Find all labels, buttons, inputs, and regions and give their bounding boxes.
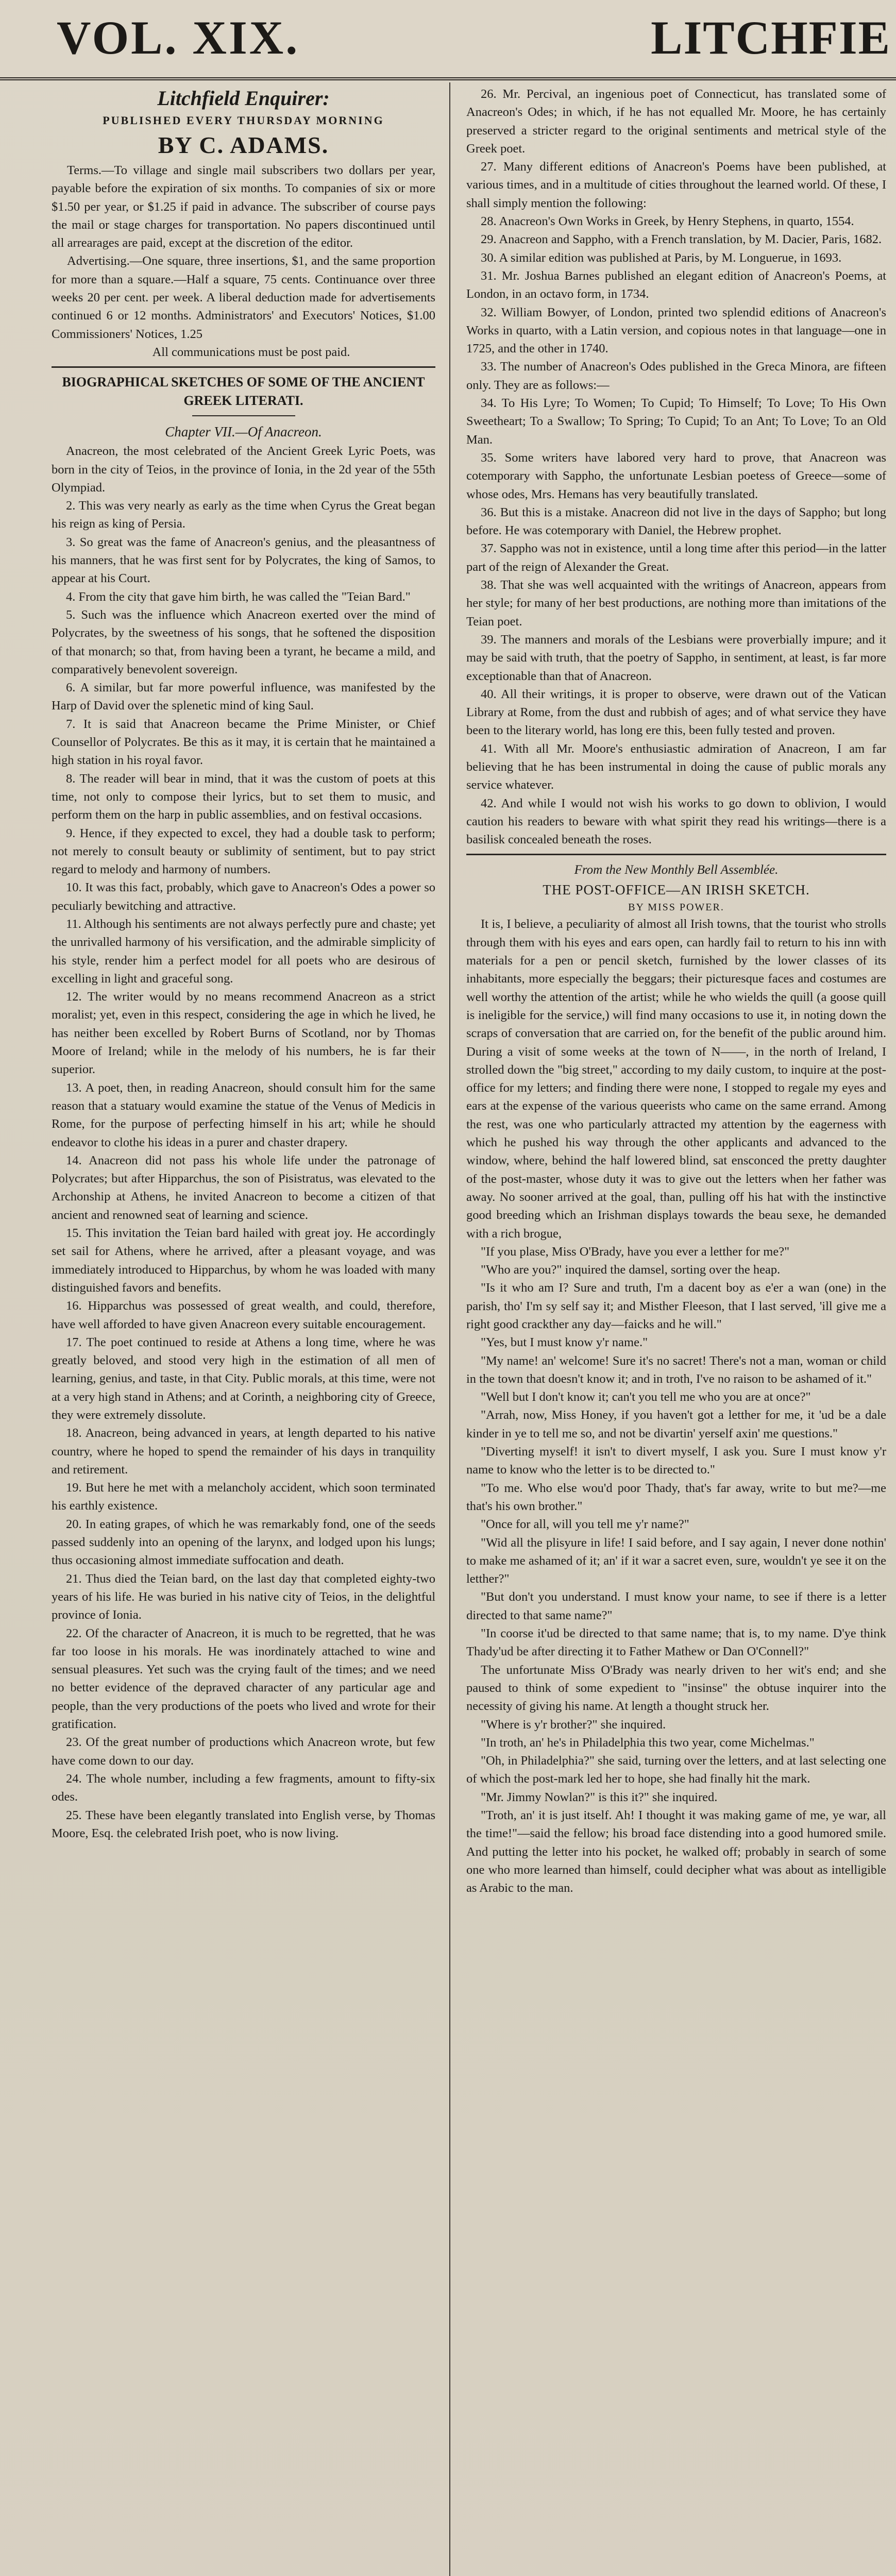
story-paragraph: "Once for all, will you tell me y'r name?" — [481, 1517, 689, 1532]
communications-note: All communications must be post paid. — [152, 345, 350, 359]
volume-number: VOL. XIX. — [57, 11, 300, 64]
section-rule — [52, 366, 435, 368]
article-paragraph: 42. And while I would not wish his works to go down to oblivion, I would caution his readers to beware with what spirit they read his writings—there is a basilisk concealed beneath the roses. — [466, 796, 886, 847]
article-paragraph: 41. With all Mr. Moore's enthusiastic admiration of Anacreon, I am far believing that he has been instrumental in doing the cause of public morals any service whatever. — [466, 741, 886, 792]
article-paragraph: 34. To His Lyre; To Women; To Cupid; To Himself; To Love; To His Own Sweetheart; To a Swallow; To Spring; To Cupid; To an Ant; To Love; To an Old Man. — [466, 396, 886, 447]
story-paragraph: "Wid all the plisyure in life! I said before, and I say again, I never done nothin' to make me ashamed of it; an' if it war a sacret even, sure, wouldn't ye see it on the letther?" — [466, 1535, 886, 1586]
right-column — [466, 85, 886, 2576]
article-paragraph: 37. Sappho was not in existence, until a long time after this period—in the latter part of the reign of Alexander the Great. — [466, 541, 886, 574]
story-paragraph: "Well but I don't know it; can't you tell me who you are at once?" — [481, 1390, 811, 1404]
story-paragraph: The unfortunate Miss O'Brady was nearly driven to her wit's end; and she paused to think of some expedient to "insinse" the obtuse inquirer into the necessity of giving his name. At length a thought struck her. — [466, 1663, 886, 1714]
article-paragraph: 36. But this is a mistake. Anacreon did not live in the days of Sappho; but long before. He was cotemporary with Daniel, the Hebrew prophet. — [466, 505, 886, 538]
article-paragraph: 40. All their writings, it is proper to observe, were drawn out of the Vatican Library at Rome, from the dust and rubbish of ages; and of what service they have been to the literary world, has long ere this, been fully tested and proven. — [466, 687, 886, 738]
chapter-heading: Chapter VII.—Of Anacreon. — [165, 424, 322, 440]
story-byline: BY MISS POWER. — [628, 902, 724, 913]
article-paragraph: 16. Hipparchus was possessed of great wealth, and could, therefore, have well afforded to have given Anacreon every suitable encouragement. — [52, 1299, 435, 1331]
article-paragraph: 3. So great was the fame of Anacreon's genius, and the pleasantness of his manners, that he was first sent for by Polycrates, the king of Samos, to appear at his Court. — [52, 535, 435, 586]
article-paragraph: 23. Of the great number of productions which Anacreon wrote, but few have come down to our day. — [52, 1735, 435, 1768]
story-title: THE POST-OFFICE—AN IRISH SKETCH. — [543, 882, 810, 898]
article-paragraph: 22. Of the character of Anacreon, it is much to be regretted, that he was far too loose in his morals. He was inordinately attached to wine and sensual pleasures. Yet such was the crying fault of the times; and we need no better evidence of the depraved character of any particular age and people, than the very productions of the poets who lived and wrote for their gratification. — [52, 1626, 435, 1732]
article-paragraph: 7. It is said that Anacreon became the Prime Minister, or Chief Counsellor of Polycrates. Be this as it may, it is certain that he maintained a high station in his royal favor. — [52, 717, 435, 768]
terms-section — [52, 161, 435, 361]
title-rule — [192, 415, 295, 416]
left-column — [52, 85, 435, 2576]
story-paragraph: "Who are you?" inquired the damsel, sorting over the heap. — [481, 1263, 781, 1277]
story-paragraph: "Oh, in Philadelphia?" she said, turning over the letters, and at last selecting one of which the post-mark led her to hope, she had finally hit the mark. — [466, 1754, 886, 1786]
article-title: BIOGRAPHICAL SKETCHES OF SOME OF THE ANCIENT GREEK LITERATI. — [62, 375, 425, 409]
story-paragraph: "In troth, an' he's in Philadelphia this two year, come Michelmas." — [481, 1735, 815, 1750]
story-paragraph: "My name! an' welcome! Sure it's no sacret! There's not a man, woman or child in the town that doesn't know it; and in troth, I've no raison to be ashamed of it." — [466, 1353, 886, 1386]
article-paragraph: Anacreon, the most celebrated of the Ancient Greek Lyric Poets, was born in the city of Teios, in the province of Ionia, in the 2d year of the 55th Olympiad. — [52, 444, 435, 495]
column-divider — [449, 82, 450, 2576]
article-paragraph: 8. The reader will bear in mind, that it was the custom of poets at this time, not only to compose their lyrics, but to set them to music, and perform them on the harp in public assemblies, and on festival occasions. — [52, 771, 435, 822]
story-paragraph: "Troth, an' it is just itself. Ah! I thought it was making game of me, ye war, all the time!"—said the fellow; his broad face distending into a good humored smile. And putting the letter into his pocket, he walked off; probably in search of some one who more learned than himself, could decipher what was about as intelligible as Arabic to the man. — [466, 1808, 886, 1895]
story-paragraph: "But don't you understand. I must know your name, to see if there is a letter directed to that same name?" — [466, 1590, 886, 1622]
story-paragraph: "Yes, but I must know y'r name." — [481, 1335, 648, 1350]
article-paragraph: 6. A similar, but far more powerful influence, was manifested by the Harp of David over the splenetic mind of king Saul. — [52, 681, 435, 713]
article-paragraph: 24. The whole number, including a few fragments, amount to fifty-six odes. — [52, 1771, 435, 1804]
masthead — [0, 0, 896, 80]
article-paragraph: 25. These have been elegantly translated into English verse, by Thomas Moore, Esq. the celebrated Irish poet, who is now living. — [52, 1808, 435, 1840]
article-paragraph: 13. A poet, then, in reading Anacreon, should consult him for the same reason that a statuary would examine the statue of the Venus of Medicis in Rome, for the purpose of perfecting himself in his art; while he should endeavor to clothe his ideas in a purer and chaster drapery. — [52, 1080, 435, 1149]
story-body — [466, 915, 886, 1897]
terms-paragraph: Terms.—To village and single mail subscribers two dollars per year, payable before the expiration of six months. To companies of six or more $1.50 per year, or $1.25 if paid in advance. The subscriber of course pays the mail or stage charges for transportation. No papers discontinued until all arrearages are paid, except at the discretion of the editor. — [52, 163, 435, 250]
article-paragraph: 14. Anacreon did not pass his whole life under the patronage of Polycrates; but after Hipparchus, the son of Pisistratus, was elevated to the Archonship at Athens, he invited Anacreon to become a citizen of that ancient and renowned seat of learning and science. — [52, 1153, 435, 1222]
article-paragraph: 39. The manners and morals of the Lesbians were proverbially impure; and it may be said with truth, that the poetry of Sappho, in sentiment, at least, is far more exceptionable than that of Anacreon. — [466, 632, 886, 683]
article-paragraph: 17. The poet continued to reside at Athens a long time, where he was greatly beloved, and stood very high in the estimation of all men of learning, genius, and taste, in that City. Public morals, at this time, were not at a very high stand in Athens; and at Corinth, a neighboring city of Greece, they were extremely dissolute. — [52, 1335, 435, 1422]
story-paragraph: "Mr. Jimmy Nowlan?" is this it?" she inquired. — [481, 1790, 718, 1804]
story-paragraph: "Arrah, now, Miss Honey, if you haven't got a letther for me, it 'ud be a dale kinder in ye to tell me so, and not be divartin' yerself axin' me questions." — [466, 1408, 886, 1440]
story-source: From the New Monthly Bell Assemblée. — [574, 863, 779, 877]
story-paragraph: "If you plase, Miss O'Brady, have you ever a letther for me?" — [481, 1244, 790, 1259]
article-paragraph: 11. Although his sentiments are not always perfectly pure and chaste; yet the unrivalled harmony of his versification, and the admirable simplicity of his style, render him a perfect model for all poets who are desirous of excelling in light and graceful song. — [52, 917, 435, 986]
article-paragraph: 2. This was very nearly as early as the time when Cyrus the Great began his reign as king of Persia. — [52, 499, 435, 531]
newspaper-name: LITCHFIE — [651, 11, 891, 64]
story-rule — [466, 854, 886, 855]
paper-title: Litchfield Enquirer: — [157, 87, 330, 110]
article-paragraph: 31. Mr. Joshua Barnes published an elegant edition of Anacreon's Poems, at London, in an octavo form, in 1734. — [466, 268, 886, 301]
publisher-byline: BY C. ADAMS. — [158, 132, 329, 158]
article-paragraph: 5. Such was the influence which Anacreon exerted over the mind of Polycrates, by the sweetness of his songs, that he softened the disposition of that monarch; so that, from having been a tyrant, he became a mild, and comparatively benevolent sovereign. — [52, 607, 435, 676]
article-paragraph: 28. Anacreon's Own Works in Greek, by Henry Stephens, in quarto, 1554. — [481, 214, 854, 229]
story-paragraph: "Diverting myself! it isn't to divert myself, I ask you. Sure I must know y'r name to know who the letter is to be directed to." — [466, 1445, 886, 1477]
story-paragraph: "Where is y'r brother?" she inquired. — [481, 1717, 666, 1732]
article-paragraph: 12. The writer would by no means recommend Anacreon as a strict moralist; yet, even in this respect, considering the age in which he lived, he has neither been excelled by Robert Burns of Scotland, nor by Thomas Moore of Ireland; while in the melody of his numbers, he is far their superior. — [52, 990, 435, 1077]
publication-schedule: PUBLISHED EVERY THURSDAY MORNING — [103, 114, 384, 127]
article-paragraph: 35. Some writers have labored very hard to prove, that Anacreon was cotemporary with Sappho, the unfortunate Lesbian poetess of Greece—some of whose odes, Mrs. Hemans has very beautifully translated. — [466, 450, 886, 501]
article-paragraph: 4. From the city that gave him birth, he was called the "Teian Bard." — [66, 589, 411, 604]
advertising-paragraph: Advertising.—One square, three insertions, $1, and the same proportion for more than a square.—Half a square, 75 cents. Continuance over three weeks 20 per cent. per week. A liberal deduction made for advertisements continued 6 or 12 months. Administrators' and Executors' Notices, $1.00 Commissioners' Notices, 1.25 — [52, 254, 435, 341]
article-paragraph: 18. Anacreon, being advanced in years, at length departed to his native country, where he hoped to spend the remainder of his days in tranquility and retirement. — [52, 1426, 435, 1477]
article-paragraph: 19. But here he met with a melancholy accident, which soon terminated his earthly existence. — [52, 1481, 435, 1513]
article-paragraph: 15. This invitation the Teian bard hailed with great joy. He accordingly set sail for Athens, where he arrived, after a pleasant voyage, and was immediately introduced to Hipparchus, by whom he was loaded with many distinguished favors and benefits. — [52, 1226, 435, 1295]
article-paragraph: 10. It was this fact, probably, which gave to Anacreon's Odes a power so peculiarly bewitching and attractive. — [52, 880, 435, 913]
article-paragraph: 32. William Bowyer, of London, printed two splendid editions of Anacreon's Works in quarto, with a Latin version, and copious notes in that language—one in 1725, and the other in 1740. — [466, 305, 886, 356]
article-body-left — [52, 442, 435, 1842]
story-paragraph: "Is it who am I? Sure and truth, I'm a dacent boy as e'er a wan (one) in the parish, tho' I'm sy self say it; and Misther Fleeson, that I last served, 'ill give me a right good crackther any day—faicks and he will." — [466, 1281, 886, 1331]
article-paragraph: 9. Hence, if they expected to excel, they had a double task to perform; not merely to consult beauty or sublimity of sentiment, but to pay strict regard to melody and harmony of numbers. — [52, 826, 435, 877]
article-paragraph: 30. A similar edition was published at Paris, by M. Longuerue, in 1693. — [481, 250, 842, 265]
article-paragraph: 20. In eating grapes, of which he was remarkably fond, one of the seeds passed suddenly into an opening of the larynx, and lodged upon his lungs; thus occasioning almost immediate suffocation and death. — [52, 1517, 435, 1568]
story-paragraph: "In coorse it'ud be directed to that same name; that is, to my name. D'ye think Thady'ud be after directing it to Father Mathew or Dan O'Connell?" — [466, 1626, 886, 1659]
article-paragraph: 38. That she was well acquainted with the writings of Anacreon, appears from her style; for many of her best productions, are nothing more than imitations of the Teian poet. — [466, 578, 886, 629]
story-paragraph: It is, I believe, a peculiarity of almost all Irish towns, that the tourist who strolls through them with his eyes and ears open, can hardly fail to return to his inn with materials for a pen or pencil sketch, furnished by the lower classes of its inhabitants, more especially the beggars; their picturesque faces and costumes are well worthy the attention of the artist; while he who wields the quill (a goose quill is ineligible for the service,) will find many occasions to use it, in noting down the scraps of conversation that are carried on, for the benefit of the public around him. During a visit of some weeks at the town of N——, in the north of Ireland, I strolled down the "big street," according to my daily custom, to inquire at the post-office for my letters; and finding there were none, I stopped to regale my eyes and ears at the expense of the various queerists who came on the same errand. Among the rest, was one who particularly attracted my attention by the eagerness with which he pushed his way through the other applicants and advanced to the window, where, behind the half lowered blind, sat ensconced the pretty daughter of the post-master, whose duty it was to give out the letters when her father was away. No sooner arrived at the goal, than, pulling off his hat with the instinctive good breeding which an Irishman displays towards the beau sexe, he demanded with a rich brogue, — [466, 917, 886, 1241]
article-body-right — [466, 85, 886, 849]
article-paragraph: 29. Anacreon and Sappho, with a French translation, by M. Dacier, Paris, 1682. — [481, 232, 882, 247]
article-paragraph: 21. Thus died the Teian bard, on the last day that completed eighty-two years of his life. He was buried in his native city of Teios, in the delightful province of Ionia. — [52, 1571, 435, 1622]
article-paragraph: 33. The number of Anacreon's Odes published in the Greca Minora, are fifteen only. They are as follows:— — [466, 360, 886, 392]
story-paragraph: "To me. Who else wou'd poor Thady, that's far away, write to but me?—me that's his own brother." — [466, 1481, 886, 1513]
article-paragraph: 27. Many different editions of Anacreon's Poems have been published, at various times, and in a multitude of cities throughout the learned world. Of these, I shall simply mention the following: — [466, 160, 886, 210]
article-paragraph: 26. Mr. Percival, an ingenious poet of Connecticut, has translated some of Anacreon's Odes; in which, if he has not equalled Mr. Moore, he has certainly preserved a stricter regard to the original sentiments and metrical style of the Greek poet. — [466, 87, 886, 156]
